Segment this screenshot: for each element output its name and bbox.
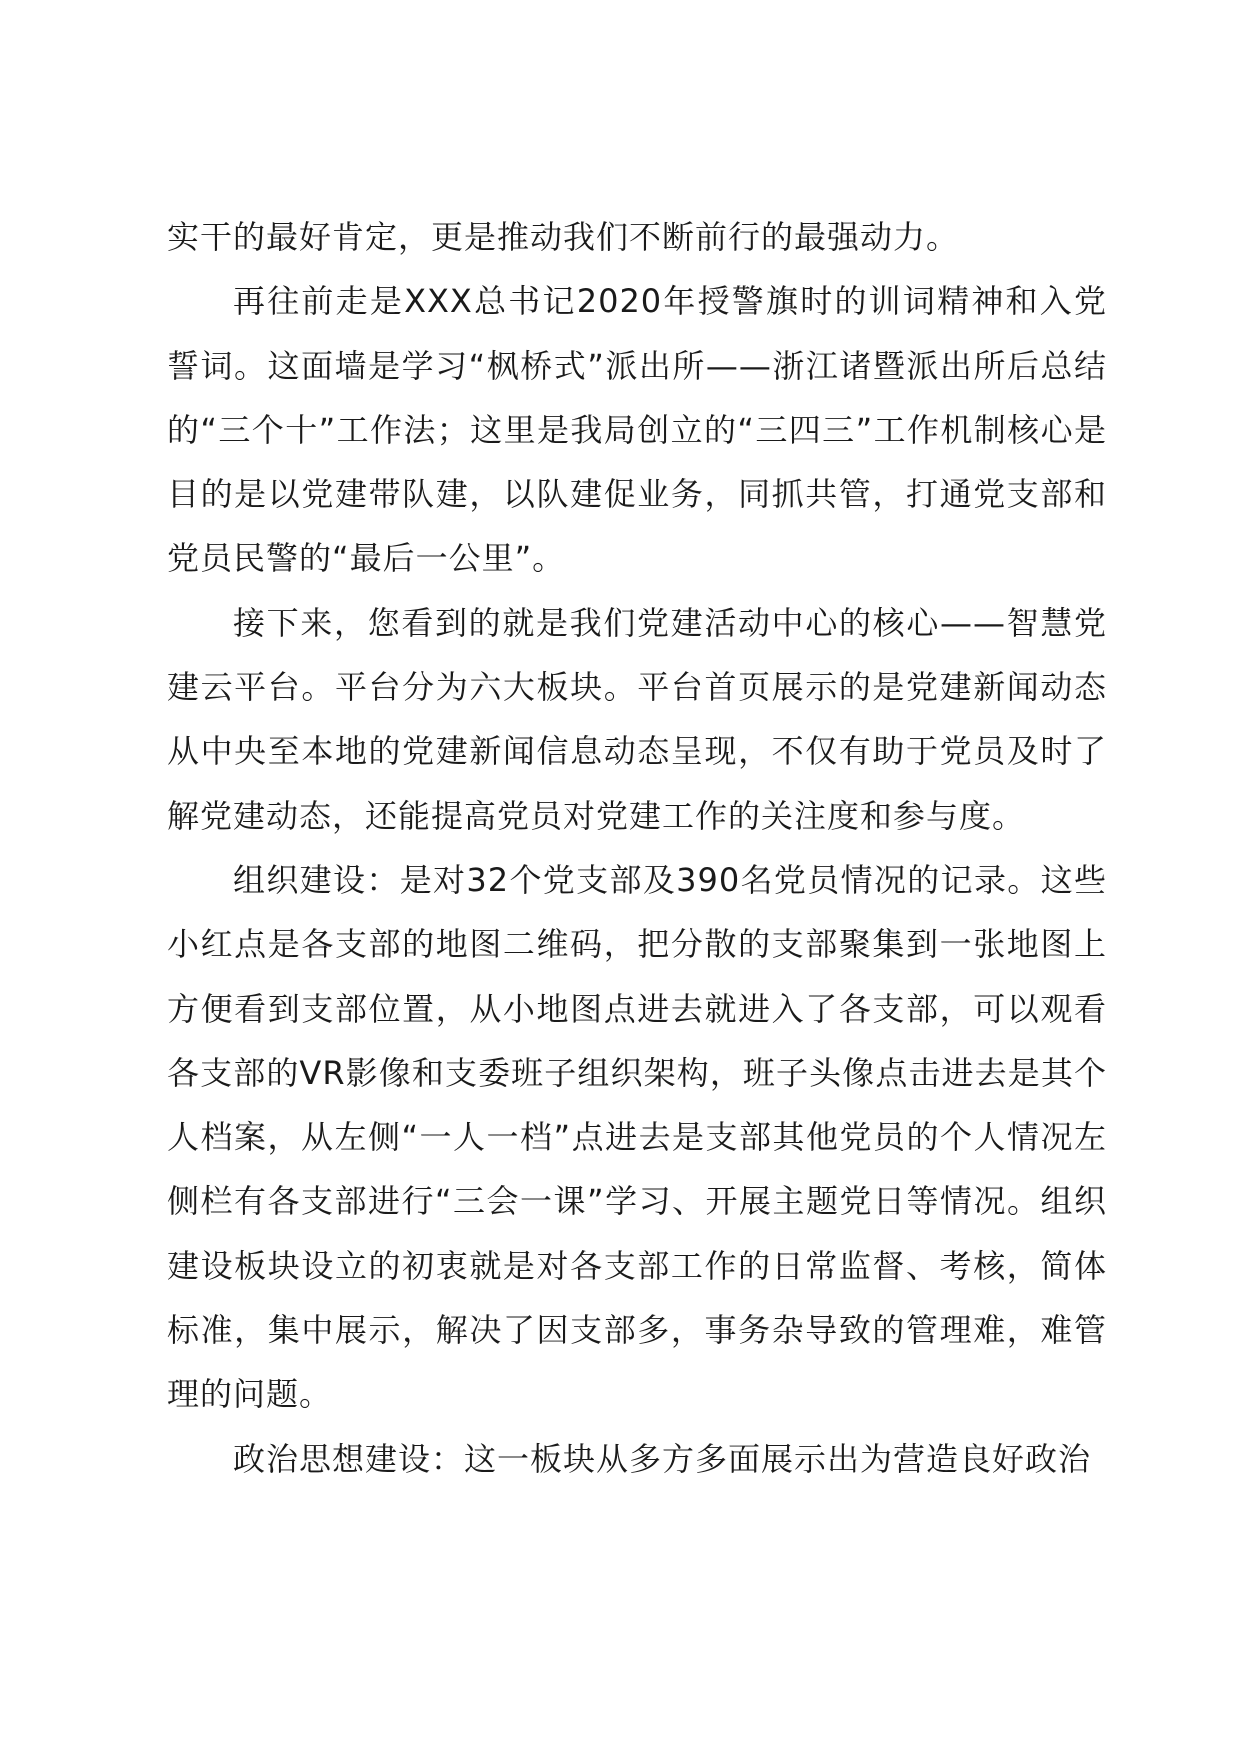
- body-text: [167, 205, 1107, 1491]
- paragraph: 接下来，您看到的就是我们党建活动中心的核心——智慧党建云平台。平台分为六大板块。平台首页展示的是党建新闻动态从中央至本地的党建新闻信息动态呈现，不仅有助于党员及时了解党建动态，还能提高党员对党建工作的关注度和参与度。: [167, 603, 1107, 835]
- paragraph: 再往前走是XXX总书记2020年授警旗时的训词精神和入党誓词。这面墙是学习“枫桥式”派出所——浙江诸暨派出所后总结的“三个十”工作法；这里是我局创立的“三四三”工作机制核心是目的是以党建带队建，以队建促业务，同抓共管，打通党支部和党员民警的“最后一公里”。: [167, 282, 1107, 578]
- paragraph: 政治思想建设：这一板块从多方多面展示出为营造良好政治: [233, 1439, 1092, 1478]
- paragraph: 组织建设：是对32个党支部及390名党员情况的记录。这些小红点是各支部的地图二维码，把分散的支部聚集到一张地图上方便看到支部位置，从小地图点进去就进入了各支部，可以观看各支部的VR影像和支委班子组织架构，班子头像点击进去是其个人档案，从左侧“一人一档”点进去是支部其他党员的个人情况左侧栏有各支部进行“三会一课”学习、开展主题党日等情况。组织建设板块设立的初衷就是对各支部工作的日常监督、考核，简体标准，集中展示，解决了因支部多，事务杂导致的管理难，难管理的问题。: [167, 860, 1107, 1414]
- paragraph: 实干的最好肯定，更是推动我们不断前行的最强动力。: [167, 218, 960, 256]
